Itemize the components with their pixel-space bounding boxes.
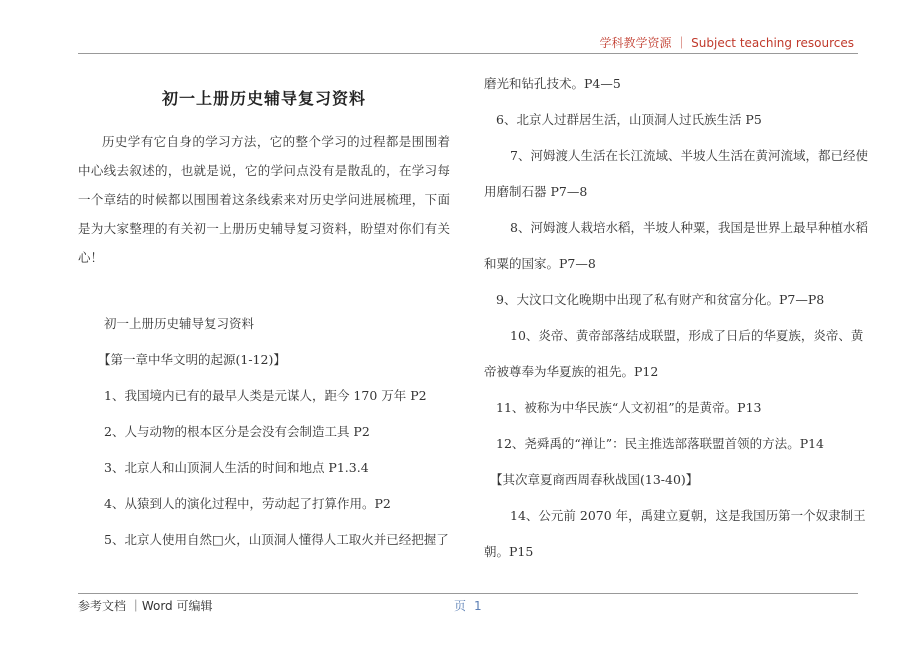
list-item: 9、大汶口文化晚期中出现了私有财产和贫富分化。P7—P8: [496, 292, 825, 307]
list-item: 8、河姆渡人栽培水稻，半坡人种粟，我国是世界上最早种植水稻和粟的国家。P7—8: [484, 220, 868, 271]
page-footer: [78, 593, 858, 623]
left-column: [78, 70, 450, 558]
right-column: [470, 66, 870, 570]
page-label: 页: [454, 599, 467, 613]
footer-rule: [78, 593, 858, 594]
list-item: 7、河姆渡人生活在长江流域、半坡人生活在黄河流域，都已经使用磨制石器 P7—8: [484, 148, 868, 199]
footer-label: 参考文档 ｜Word 可编辑: [78, 599, 213, 613]
header-rule: [78, 53, 858, 54]
chapter-heading-2: 【其次章夏商西周春秋战国(13-40)】: [490, 472, 699, 487]
list-item-continuation: 磨光和钻孔技术。P4—5: [484, 76, 621, 91]
header-text: 学科教学资源 ｜ Subject teaching resources: [599, 36, 854, 50]
list-item: 5、北京人使用自然□火，山顶洞人懂得人工取火并已经把握了: [104, 532, 449, 547]
page-indicator: [454, 597, 482, 614]
document-title: 初一上册历史辅导复习资料: [161, 89, 366, 108]
page-number: 1: [474, 599, 482, 613]
list-item: 1、我国境内已有的最早人类是元谋人，距今 170 万年 P2: [104, 388, 427, 403]
intro-paragraph: 历史学有它自身的学习方法，它的整个学习的过程都是围围着中心线去叙述的，也就是说，它的学问点没有是散乱的，在学习每一个章结的时候都以围围着这条线索来对历史学问进展梳理，下面是为大家整理的有关初一上册历史辅导复习资料，盼望对你们有关心！: [78, 134, 450, 265]
page-header: [78, 28, 858, 52]
list-item: 6、北京人过群居生活，山顶洞人过氏族生活 P5: [496, 112, 762, 127]
list-item: 14、公元前 2070 年，禹建立夏朝，这是我国历第一个奴隶制王朝。P15: [484, 508, 866, 559]
list-item: 11、被称为中华民族“人文初祖”的是黄帝。P13: [496, 400, 762, 415]
section-subtitle: 初一上册历史辅导复习资料: [104, 316, 255, 331]
list-item: 10、炎帝、黄帝部落结成联盟，形成了日后的华夏族，炎帝、黄帝被尊奉为华夏族的祖先。P12: [484, 328, 864, 379]
list-item: 3、北京人和山顶洞人生活的时间和地点 P1.3.4: [104, 460, 369, 475]
chapter-heading-1: 【第一章中华文明的起源(1-12)】: [98, 352, 286, 367]
list-item: 12、尧舜禹的“禅让”：民主推选部落联盟首领的方法。P14: [496, 436, 825, 451]
list-item: 4、从猿到人的演化过程中，劳动起了打算作用。P2: [104, 496, 391, 511]
list-item: 2、人与动物的根本区分是会没有会制造工具 P2: [104, 424, 370, 439]
